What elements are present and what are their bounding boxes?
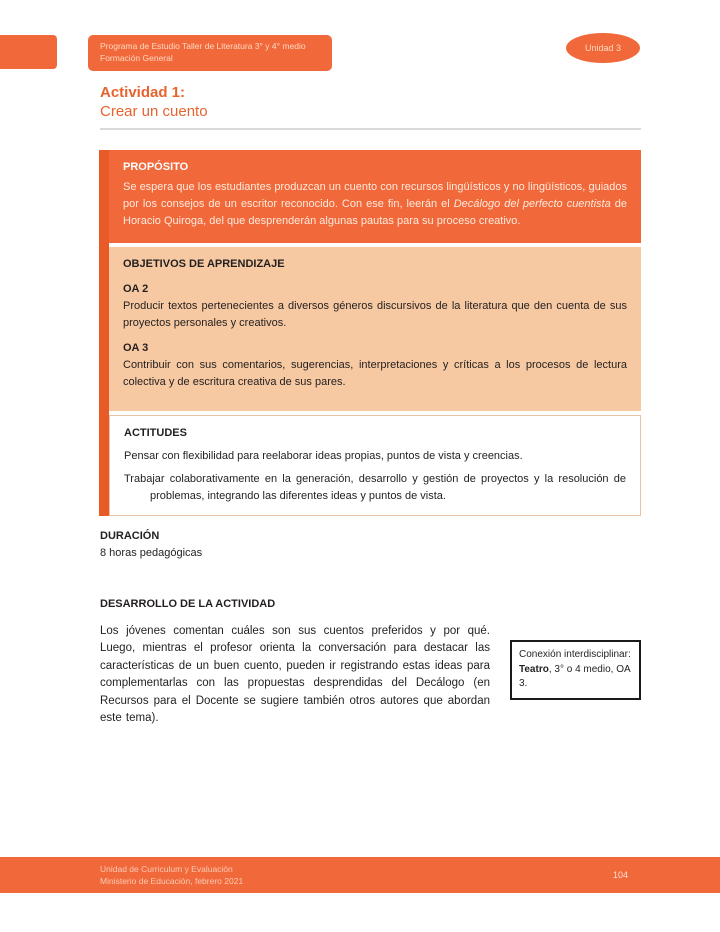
oa-text: Producir textos pertenecientes a diversos géneros discursivos de la literatura que den cuenta de sus proyectos personales y creativos.	[123, 300, 627, 330]
activity-subtitle: Crear un cuento	[100, 102, 208, 120]
oa-item	[123, 281, 627, 332]
program-title-line2: Formación General	[100, 53, 173, 63]
oa-item	[123, 340, 627, 391]
objectives-box	[109, 247, 641, 411]
info-boxes	[99, 150, 641, 516]
attitudes-box	[109, 415, 641, 516]
attitude-item: Trabajar colaborativamente en la generación, desarrollo y gestión de proyectos y la resolución de problemas, integrando las diferentes ideas y puntos de vista.	[124, 473, 626, 503]
interdisciplinary-box	[510, 640, 641, 700]
duration-heading: DURACIÓN	[100, 530, 160, 542]
activity-title: Actividad 1:	[100, 84, 186, 101]
development-paragraph: Los jóvenes comentan cuáles son sus cuentos preferidos y por qué. Luego, mientras el profesor orienta la conversación para destacar las características de un buen cuento, pueden ir registrando estas ideas para complementarlas con las propuestas desprendidas del Decálogo (en Recursos para el Docente se sugiere también otros autores que abordan este tema).	[100, 625, 490, 725]
footer-bar	[0, 857, 720, 893]
attitude-item: Pensar con flexibilidad para reelaborar ideas propias, puntos de vista y creencias.	[124, 450, 523, 463]
attitudes-heading: ACTITUDES	[124, 427, 187, 439]
interdisciplinary-rest: , 3° o 4 medio, OA 3.	[519, 663, 631, 689]
footer-org	[100, 863, 243, 888]
purpose-box	[109, 150, 641, 243]
unit-badge: Unidad 3	[566, 33, 640, 63]
interdisciplinary-subject: Teatro	[519, 663, 549, 675]
oa-text: Contribuir con sus comentarios, sugerencias, interpretaciones y críticas a los procesos de lectura colectiva y de escritura creativa de sus pares.	[123, 359, 627, 389]
footer-org-line2: Ministerio de Educación, febrero 2021	[100, 876, 244, 886]
page-number: 104	[612, 870, 628, 880]
objectives-heading: OBJETIVOS DE APRENDIZAJE	[123, 258, 285, 270]
footer-org-line1: Unidad de Curriculum y Evaluación	[100, 863, 233, 874]
duration-section	[100, 528, 202, 561]
interdisciplinary-label: Conexión interdisciplinar:	[519, 649, 631, 660]
purpose-heading: PROPÓSITO	[123, 161, 189, 173]
activity-title-block	[100, 84, 641, 130]
program-title-line1: Programa de Estudio Taller de Literatura 3° y 4° medio	[100, 41, 306, 52]
title-divider	[100, 128, 641, 130]
left-accent-bar	[0, 35, 57, 69]
boxes-accent-strip	[99, 150, 109, 516]
oa-code: OA 3	[123, 342, 149, 355]
purpose-text	[123, 179, 627, 230]
development-section	[100, 598, 641, 728]
interdisciplinary-detail	[519, 663, 632, 692]
program-header-box	[88, 35, 332, 71]
duration-value: 8 horas pedagógicas	[100, 546, 203, 559]
oa-code: OA 2	[123, 283, 149, 296]
development-heading: DESARROLLO DE LA ACTIVIDAD	[100, 598, 276, 610]
purpose-text-italic: Decálogo del perfecto cuentista	[453, 198, 611, 211]
purpose-text-post: de Horacio Quiroga, del que desprenderán algunas pautas para su proceso creativo.	[123, 198, 627, 228]
purpose-text-pre: Se espera que los estudiantes produzcan un cuento con recursos lingüísticos y no lingüísticos, guiados por los consejos de un escritor reconocido. Con ese fin, leerán el	[123, 181, 627, 211]
